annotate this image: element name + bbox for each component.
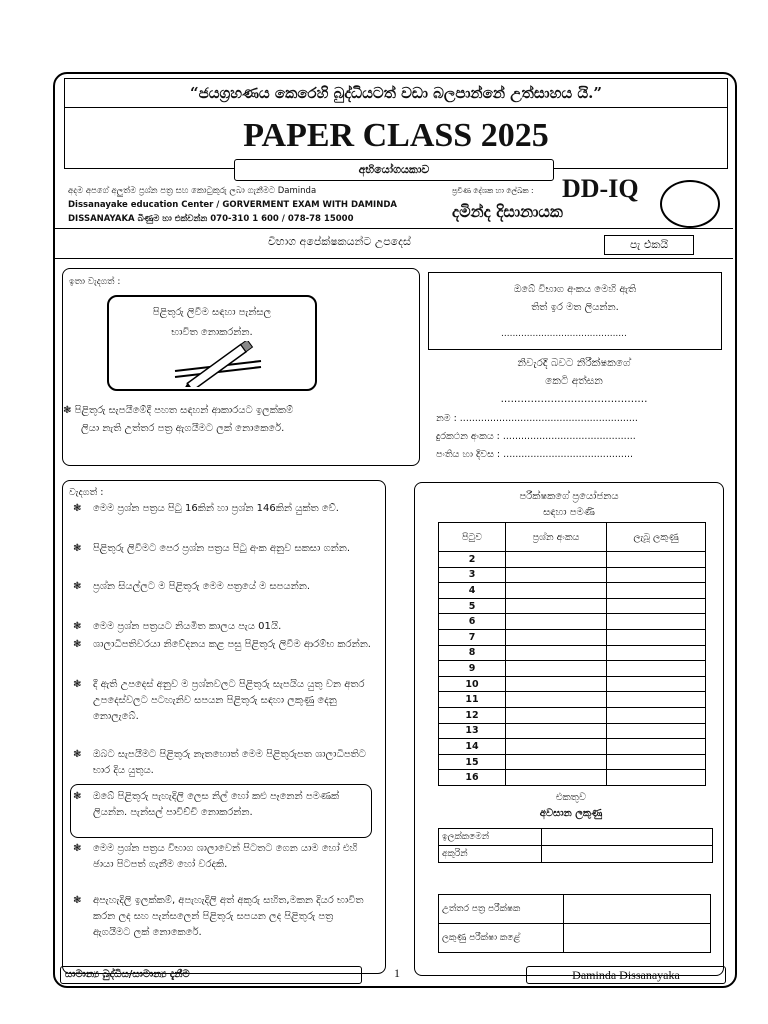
footer xyxy=(56,964,734,986)
flower-bullet-icon: ❃ xyxy=(73,639,82,650)
info-line-1: අදම අපගේ අලුත්ම ප්‍රශ්න පත්‍ර සහ කොටුකුරු ලබා ගැනීමට Daminda xyxy=(68,186,317,196)
marks-cell[interactable] xyxy=(607,567,706,583)
flower-bullet-icon: ❃ xyxy=(63,405,72,416)
index-number-field[interactable]: ............................................ xyxy=(501,329,627,339)
question-number-cell[interactable] xyxy=(506,754,607,770)
info-line-3: DISSANAYAKA බිණුම හා එක්වන්න 070-310 1 600 / 078-78 15000 xyxy=(68,214,354,224)
table-row xyxy=(439,552,706,568)
divider xyxy=(53,258,733,259)
marks-cell[interactable] xyxy=(607,707,706,723)
page-number-cell: 10 xyxy=(439,676,506,692)
table-row xyxy=(439,770,706,786)
in-words-field[interactable] xyxy=(542,846,713,863)
table-row xyxy=(439,739,706,755)
instruction-item: ❃ ප්‍රශ්න සියල්ලට ම පිළිතුරු මෙම පත්‍රයේ ම සපයන්න. xyxy=(73,579,373,595)
table-row xyxy=(439,661,706,677)
question-number-cell[interactable] xyxy=(506,567,607,583)
class-field[interactable]: පංතිය හා දිවස : ........................................... xyxy=(436,449,634,460)
instructions-label: වැදගත් : xyxy=(69,487,104,498)
question-number-cell[interactable] xyxy=(506,614,607,630)
question-number-cell[interactable] xyxy=(506,707,607,723)
page-number-cell: 4 xyxy=(439,583,506,599)
in-numbers-field[interactable] xyxy=(542,829,713,846)
no-pencil-box xyxy=(107,295,317,391)
name-field[interactable]: නම : ........................................................... xyxy=(436,413,638,424)
examiner-heading-1: පරීක්ෂකගේ ප්‍රයෝජනය xyxy=(519,491,619,502)
flower-bullet-icon: ❃ xyxy=(73,791,82,802)
answer-sheet-examiner-field[interactable] xyxy=(564,895,711,924)
index-instructions xyxy=(429,281,721,317)
table-row xyxy=(439,598,706,614)
instruction-item: ❃ මෙම ප්‍රශ්න පත්‍රය පිටු 16කින් හා ප්‍රශ්න 146කින් යුක්ත වේ. xyxy=(73,501,373,517)
marks-checked-label: ලකුණු පරීක්ෂා කළේ xyxy=(439,924,564,953)
table-row xyxy=(439,645,706,661)
final-marks-table xyxy=(438,828,713,863)
page-number-cell: 12 xyxy=(439,707,506,723)
pencil-line-2: භාවිත නොකරන්න. xyxy=(171,327,253,338)
page-number-cell: 5 xyxy=(439,598,506,614)
total-labels xyxy=(438,790,704,822)
table-row xyxy=(439,895,711,924)
col-page: පිටුව xyxy=(439,523,506,552)
bullet-line-2: ලියා නැති උත්තර පත්‍ර ඇගයීමට ලක් නොකෙරේ. xyxy=(81,423,285,434)
flower-bullet-icon: ❃ xyxy=(73,749,82,760)
footer-subject: සාමාන්‍ය බුද්ධිය/සාමාන්‍ය දැනීම xyxy=(60,966,362,984)
question-number-cell[interactable] xyxy=(506,739,607,755)
question-number-cell[interactable] xyxy=(506,645,607,661)
notice-label: ඉතා වැදගත් : xyxy=(69,277,121,287)
page-number-cell: 3 xyxy=(439,567,506,583)
page-number-cell: 13 xyxy=(439,723,506,739)
marks-cell[interactable] xyxy=(607,629,706,645)
phone-field[interactable]: දුරකථන අංකය : ............................................ xyxy=(436,431,636,442)
table-row xyxy=(439,723,706,739)
final-marks-label: අවසාන ලකුණු xyxy=(539,808,603,819)
instruction-item: ❃ පිළිතුරු ලිවීමට පෙර ප්‍රශ්න පත්‍රය පිටු අංක අනුව සකසා ගන්න. xyxy=(73,541,373,557)
page-title: PAPER CLASS 2025 xyxy=(64,108,728,169)
index-line-1: ඔබේ විභාග අංකය මෙහි ඇති xyxy=(513,284,637,295)
marks-header-row xyxy=(439,523,706,552)
setter-label: ප්‍රවීණ දේශක හා ලේඛක : xyxy=(452,186,534,195)
col-marks: ලැබූ ලකුණු xyxy=(607,523,706,552)
table-row xyxy=(439,614,706,630)
question-number-cell[interactable] xyxy=(506,583,607,599)
page-number-cell: 15 xyxy=(439,754,506,770)
author-name: දමින්ද දිසානායක xyxy=(452,202,563,221)
motto-quote: “ජයග්‍රහණය කෙරෙහි බුද්ධියටත් වඩා බලපාන්නේ උත්සාහය යි.” xyxy=(64,78,728,108)
question-number-cell[interactable] xyxy=(506,770,607,786)
question-number-cell[interactable] xyxy=(506,598,607,614)
instruction-item: ❃ ඔබට සැපයීමට පිළිතුරු නැතහොත් මෙම පිළිතුරුපත ශාලාධිපතිට භාර දිය යුතුය. xyxy=(73,749,366,776)
instruction-item: ❃ දී ඇති උපදෙස් අනුව ම ප්‍රශ්නවලට පිළිතුරු සැපයිය යුතු වන අතර උපදෙස්වලට පටහැනිව සපයන පිළිතුරු සඳහා ලකුණු දෙනු නොලැබේ. xyxy=(73,679,365,722)
flower-bullet-icon: ❃ xyxy=(73,543,82,554)
examiner-sign-table xyxy=(438,894,711,953)
instructions-heading: විභාග අපේක්ෂකයන්ට උපදෙස් xyxy=(268,235,411,248)
instruction-item: ❃ මෙම ප්‍රශ්න පත්‍රය විභාග ශාලාවෙන් පිටතට ගෙන යාම හෝ එහි ඡායා පිටපත් ගැනීම හෝ වරදකි. xyxy=(73,843,358,870)
instruction-item: ❃ ශාලාධිපතිවරයා නිවේදනය කළ පසු පිළිතුරු ලිවීම ආරම්භ කරන්න. xyxy=(73,637,373,653)
index-circle xyxy=(660,180,720,228)
marks-cell[interactable] xyxy=(607,739,706,755)
in-numbers-label: ඉලක්කමෙන් xyxy=(439,829,542,846)
table-row xyxy=(439,676,706,692)
page-number-cell: 2 xyxy=(439,552,506,568)
marks-cell[interactable] xyxy=(607,692,706,708)
page-number-cell: 8 xyxy=(439,645,506,661)
table-row xyxy=(439,846,713,863)
instructions-box xyxy=(62,480,386,974)
flower-bullet-icon: ❃ xyxy=(73,503,82,514)
paper-code: DD-IQ xyxy=(562,174,639,203)
table-row xyxy=(439,829,713,846)
candidate-details xyxy=(436,410,638,464)
marks-cell[interactable] xyxy=(607,645,706,661)
question-number-cell[interactable] xyxy=(506,552,607,568)
table-row xyxy=(439,692,706,708)
question-number-cell[interactable] xyxy=(506,661,607,677)
flower-bullet-icon: ❃ xyxy=(73,679,82,690)
question-number-cell[interactable] xyxy=(506,692,607,708)
marks-cell[interactable] xyxy=(607,614,706,630)
marks-cell[interactable] xyxy=(607,723,706,739)
index-line-2: තිත් ඉර මත ලියන්න. xyxy=(531,302,619,313)
question-number-cell[interactable] xyxy=(506,629,607,645)
page-number-cell: 7 xyxy=(439,629,506,645)
marks-cell[interactable] xyxy=(607,676,706,692)
crossed-pencil-icon xyxy=(169,341,269,387)
page-number-cell: 16 xyxy=(439,770,506,786)
subject-label: අභියෝගයකාව xyxy=(234,159,554,181)
answer-sheet-examiner-label: උත්තර පත්‍ර පරීක්ෂක xyxy=(439,895,564,924)
table-row xyxy=(439,629,706,645)
table-row xyxy=(439,754,706,770)
page-number-cell: 6 xyxy=(439,614,506,630)
notice-bullet xyxy=(63,403,293,419)
question-number-cell[interactable] xyxy=(506,676,607,692)
instruction-item: ❃ මෙම ප්‍රශ්න පත්‍රයට නියමිත කාලය පැය 01යි. xyxy=(73,619,373,635)
page-number-cell: 11 xyxy=(439,692,506,708)
page-number-cell: 9 xyxy=(439,661,506,677)
marks-cell[interactable] xyxy=(607,770,706,786)
supervisor-signature xyxy=(428,354,720,408)
marks-cell[interactable] xyxy=(607,583,706,599)
marks-cell[interactable] xyxy=(607,552,706,568)
question-number-cell[interactable] xyxy=(506,723,607,739)
marks-table xyxy=(438,522,706,786)
bullet-line-1: පිළිතුරු සැපයීමේදී පහත සඳහන් ආකාරයට ඉලක්කම් xyxy=(74,405,294,416)
marks-cell[interactable] xyxy=(607,598,706,614)
instruction-item: ❃ ඔබේ පිළිතුරු පැහැදිලි ලෙස නිල් හෝ කළු පෑනෙන් පමණක් ලියන්න. පැන්සල් පාවිච්චි නොකරන්න. xyxy=(73,791,340,818)
signature-field[interactable]: ............................................ xyxy=(500,393,648,405)
marks-cell[interactable] xyxy=(607,661,706,677)
table-row xyxy=(439,924,711,953)
supervisor-line-1: නිවැරදි බවට නිරීක්ෂකගේ xyxy=(517,357,631,369)
flower-bullet-icon: ❃ xyxy=(73,581,82,592)
no-pencil-text xyxy=(109,303,315,343)
table-row xyxy=(439,583,706,599)
instruction-item: ❃ අපැහැදිලි ඉලක්කම්, අපැහැදිලි අත් අකුරු සහිත,මකන දියර භාවිත කරන ලද සහ පැන්සලෙන් පිළිතුරු සපයන ලද පිළිතුරු පත්‍ර ඇගයීමට ලක් නොකෙරේ. xyxy=(73,895,364,938)
total-label: එකතුව xyxy=(555,792,587,803)
divider xyxy=(53,228,733,229)
flower-bullet-icon: ❃ xyxy=(73,843,82,854)
examiner-heading-2: සඳහා පමණි xyxy=(543,507,595,518)
info-line-2: Dissanayake education Center / GORVERMENT EXAM WITH DAMINDA xyxy=(68,200,397,210)
index-number-box xyxy=(428,272,722,350)
footer-author: Daminda Dissanayaka xyxy=(526,966,726,984)
page-number-cell: 14 xyxy=(439,739,506,755)
contact-info xyxy=(68,184,438,226)
examiner-heading xyxy=(415,489,723,521)
pencil-line-1: පිළිතුරු ලිවීම සඳහා පැන්සල xyxy=(152,307,272,318)
pen-instruction-highlight xyxy=(70,784,372,838)
flower-bullet-icon: ❃ xyxy=(73,621,82,632)
flower-bullet-icon: ❃ xyxy=(73,895,82,906)
marks-checked-field[interactable] xyxy=(564,924,711,953)
in-words-label: අකුරින් xyxy=(439,846,542,863)
table-row xyxy=(439,707,706,723)
supervisor-line-2: කෙටි අත්සන xyxy=(545,375,603,387)
col-question: ප්‍රශ්න අංකය xyxy=(506,523,607,552)
page-number: 1 xyxy=(394,966,400,980)
marks-cell[interactable] xyxy=(607,754,706,770)
duration-box: පැ එකයි xyxy=(604,235,694,255)
table-row xyxy=(439,567,706,583)
notice-box xyxy=(62,268,420,466)
